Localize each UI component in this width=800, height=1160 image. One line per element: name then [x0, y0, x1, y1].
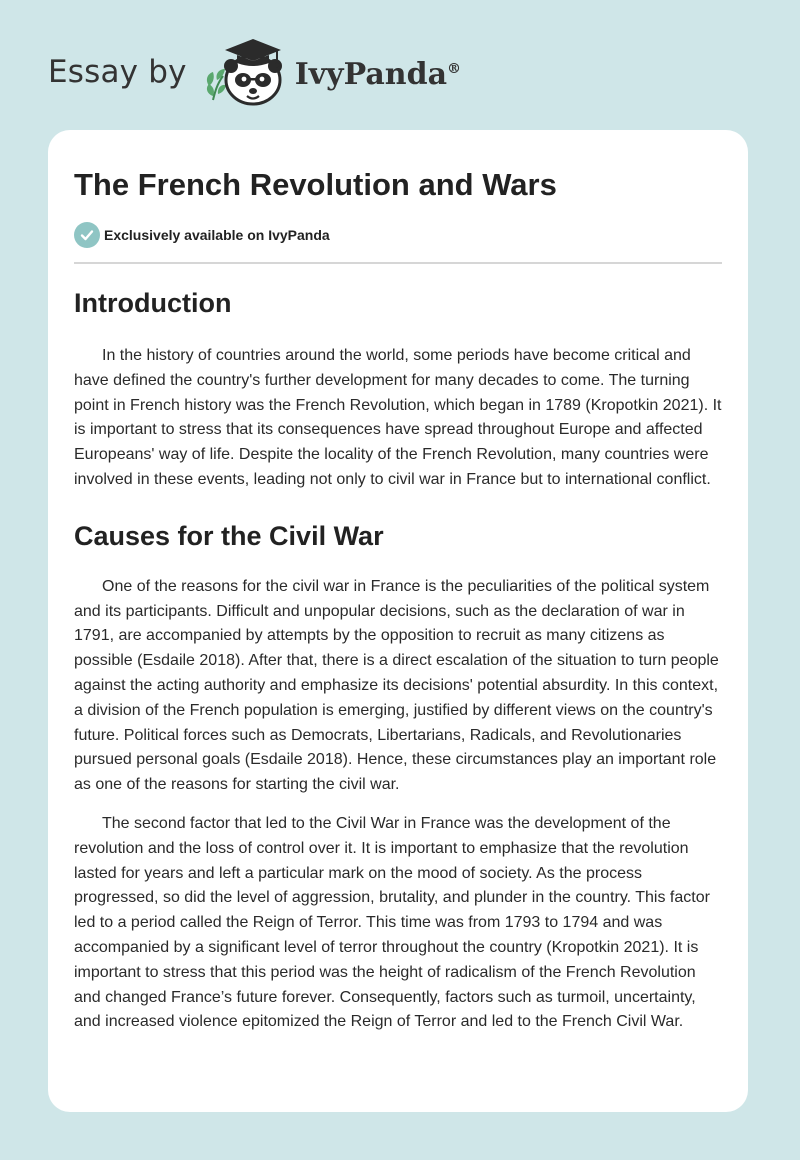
paragraph: In the history of countries around the world, some periods have become critical and have defined the country's further development for many decades to come. The turning point in French history was the French Revolution, which began in 1789 (Kropotkin 2021). It is important to stress that its consequences have spread throughout Europe and affected Europeans' way of life. Despite the locality of the French Revolution, many countries were involved in these events, leading not only to civil war in France but to international conflict. [74, 347, 722, 488]
exclusive-badge-label: Exclusively available on IvyPanda [104, 227, 330, 243]
registered-mark: ® [447, 60, 462, 77]
title-divider [74, 262, 722, 264]
essay-card [48, 130, 748, 1112]
page-title: The French Revolution and Wars [74, 167, 557, 202]
exclusive-badge [74, 222, 722, 248]
check-circle-icon [74, 222, 100, 248]
paragraph: The second factor that led to the Civil War in France was the development of the revolution and the loss of control over it. It is important to emphasize that the revolution lasted for years and left a particular mark on the mood of society. As the process progressed, so did the level of aggression, brutality, and plunder in the country. This factor led to a period called the Reign of Terror. This time was from 1793 to 1794 and was accompanied by a significant level of terror throughout the country (Kropotkin 2021). It is important to stress that this period was the height of radicalism of the French Revolution and changed France’s future forever. Consequently, factors such as turmoil, uncertainty, and increased violence epitomized the Reign of Terror and led to the French Civil War. [74, 814, 710, 1031]
panda-graduation-cap-icon [203, 36, 291, 108]
section-heading: Causes for the Civil War [74, 520, 384, 551]
section-causes [74, 519, 722, 1035]
paragraph: One of the reasons for the civil war in France is the peculiarities of the political system and its participants. Difficult and unpopular decisions, such as the declaration of war in 1791, are accompanied by attempts by the opposition to recruit as many citizens as possible (Esdaile 2018). After that, there is a direct escalation of the situation to turn people against the acting authority and emphasize its decisions' potential absurdity. In this context, a division of the French population is emerging, justified by different views on the country's future. Political forces such as Democrats, Libertarians, Radicals, and Revolutionaries pursued personal goals (Esdaile 2018). Hence, these circumstances play an important role as one of the reasons for starting the civil war. [74, 577, 719, 794]
brand-prefix: Essay by [48, 54, 187, 90]
brand-header [48, 36, 461, 108]
ivypanda-logo-link[interactable] [203, 36, 461, 108]
section-introduction [74, 286, 722, 493]
brand-name-text: IvyPanda [294, 56, 448, 92]
brand-name [295, 57, 461, 92]
section-heading: Introduction [74, 288, 232, 318]
